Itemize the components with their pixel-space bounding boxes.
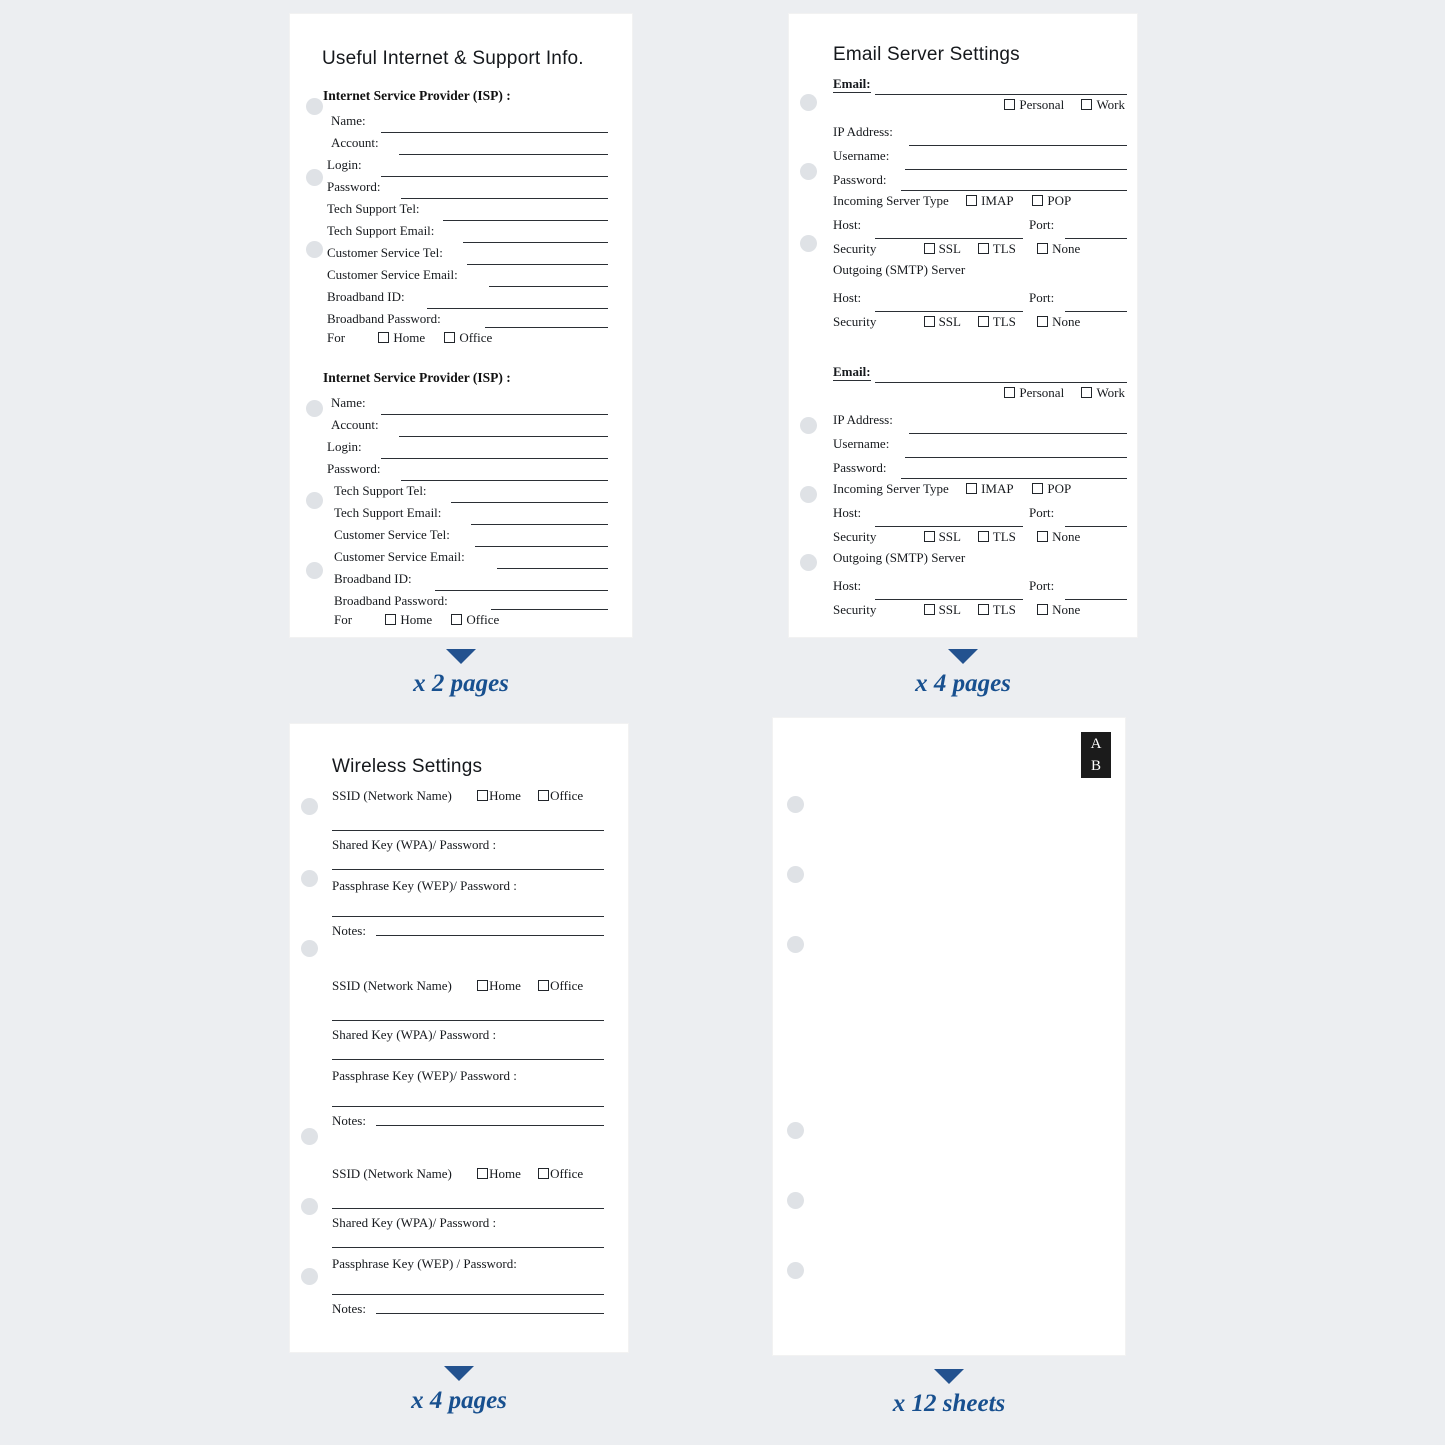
sheet-divider: [773, 718, 1125, 1355]
security-label: Security: [833, 314, 877, 329]
write-line[interactable]: [901, 190, 1127, 191]
punch-hole: [306, 492, 323, 509]
for-label: For: [334, 612, 353, 627]
checkbox-home[interactable]: [385, 614, 396, 625]
checkbox-label: TLS: [992, 529, 1016, 544]
write-line[interactable]: [909, 145, 1127, 146]
field-label: Tech Support Email:: [327, 223, 435, 238]
field-label: IP Address:: [833, 124, 893, 139]
wpa-label: Shared Key (WPA)/ Password :: [332, 837, 497, 852]
isp-section-2: [323, 370, 608, 632]
security-label: Security: [833, 529, 877, 544]
punch-hole: [800, 554, 817, 571]
write-line[interactable]: [909, 433, 1127, 434]
field-label: Tech Support Tel:: [327, 201, 420, 216]
checkbox-none[interactable]: [1037, 604, 1048, 615]
field-label: Name:: [331, 395, 366, 410]
checkbox-label: Home: [400, 612, 433, 627]
field-label: Login:: [327, 157, 362, 172]
field-label: Username:: [833, 148, 890, 163]
punch-hole: [306, 98, 323, 115]
caption-dividers: [773, 1369, 1125, 1418]
field-label: Host:: [833, 505, 862, 520]
field-label: Host:: [833, 578, 862, 593]
write-line[interactable]: [381, 176, 608, 177]
caption-isp: [290, 649, 632, 698]
field-label: Port:: [1029, 290, 1055, 305]
write-line[interactable]: [443, 220, 608, 221]
write-line[interactable]: [376, 935, 604, 936]
checkbox-label: None: [1052, 241, 1081, 256]
write-line[interactable]: [475, 546, 608, 547]
write-line[interactable]: [491, 609, 608, 610]
write-line[interactable]: [875, 94, 1127, 95]
checkbox-label: TLS: [992, 602, 1016, 617]
field-label: Broadband ID:: [334, 571, 412, 586]
write-line[interactable]: [905, 169, 1127, 170]
checkbox-tls[interactable]: [978, 316, 989, 327]
sheet-wireless: [290, 724, 628, 1352]
write-line[interactable]: [399, 154, 608, 155]
checkbox-work[interactable]: [1081, 387, 1092, 398]
checkbox-label: TLS: [992, 314, 1016, 329]
panel-isp: [290, 14, 632, 698]
checkbox-home[interactable]: [378, 332, 389, 343]
write-line[interactable]: [381, 458, 608, 459]
checkbox-label: TLS: [992, 241, 1016, 256]
write-line[interactable]: [1065, 526, 1127, 527]
page-title: Wireless Settings: [332, 756, 483, 777]
punch-hole: [787, 866, 804, 883]
write-line[interactable]: [376, 1313, 604, 1314]
checkbox-ssl[interactable]: [924, 604, 935, 615]
punch-hole: [800, 163, 817, 180]
punch-hole: [301, 870, 318, 887]
checkbox-label: POP: [1047, 193, 1072, 208]
caption-text: x 2 pages: [413, 670, 509, 697]
punch-hole: [301, 940, 318, 957]
tab-letter-b: B: [1090, 758, 1101, 774]
punch-hole: [306, 241, 323, 258]
field-label: Broadband Password:: [327, 311, 441, 326]
checkbox-label: Office: [466, 612, 500, 627]
checkbox-office[interactable]: [451, 614, 462, 625]
checkbox-label: Office: [550, 788, 584, 803]
outgoing-label: Outgoing (SMTP) Server: [833, 262, 966, 277]
write-line[interactable]: [381, 414, 608, 415]
checkbox-label: Personal: [1019, 97, 1065, 112]
write-line[interactable]: [376, 1125, 604, 1126]
panel-dividers: [773, 718, 1125, 1418]
caption-wireless: [290, 1366, 628, 1415]
write-line[interactable]: [1065, 599, 1127, 600]
punch-hole: [306, 169, 323, 186]
triangle-down-icon: [446, 649, 476, 664]
write-line[interactable]: [427, 308, 608, 309]
field-label: Username:: [833, 436, 890, 451]
checkbox-home[interactable]: [477, 980, 488, 991]
caption-text: x 4 pages: [411, 1387, 507, 1414]
checkbox-label: None: [1052, 602, 1081, 617]
checkbox-label: IMAP: [981, 481, 1014, 496]
field-label: Port:: [1029, 217, 1055, 232]
field-label: Password:: [833, 172, 887, 187]
checkbox-tls[interactable]: [978, 243, 989, 254]
write-line[interactable]: [875, 238, 1023, 239]
tab-letter-a: A: [1090, 736, 1102, 752]
page-title: Email Server Settings: [833, 44, 1020, 65]
write-line[interactable]: [1065, 238, 1127, 239]
field-label: Customer Service Tel:: [334, 527, 450, 542]
checkbox-label: Work: [1096, 385, 1125, 400]
caption-text: x 4 pages: [915, 670, 1011, 697]
panel-wireless: [290, 724, 628, 1415]
triangle-down-icon: [948, 649, 978, 664]
checkbox-personal[interactable]: [1004, 99, 1015, 110]
field-label: Customer Service Email:: [334, 549, 465, 564]
checkbox-home[interactable]: [477, 1168, 488, 1179]
checkbox-tls[interactable]: [978, 604, 989, 615]
notes-label: Notes:: [332, 1301, 366, 1316]
checkbox-tls[interactable]: [978, 531, 989, 542]
checkbox-pop[interactable]: [1032, 195, 1043, 206]
section-heading: Internet Service Provider (ISP) :: [323, 88, 511, 103]
punch-hole: [301, 798, 318, 815]
triangle-down-icon: [934, 1369, 964, 1384]
wpa-label: Shared Key (WPA)/ Password :: [332, 1027, 497, 1042]
sheet-isp: [290, 14, 632, 637]
checkbox-label: SSL: [938, 529, 961, 544]
field-label: Customer Service Tel:: [327, 245, 443, 260]
write-line[interactable]: [489, 286, 608, 287]
punch-hole: [800, 417, 817, 434]
caption-email: [789, 649, 1137, 698]
email-label: Email:: [833, 76, 871, 91]
field-label: Host:: [833, 217, 862, 232]
field-label: Port:: [1029, 505, 1055, 520]
checkbox-label: Office: [550, 1166, 584, 1181]
punch-hole: [787, 1122, 804, 1139]
incoming-label: Incoming Server Type: [833, 193, 949, 208]
checkbox-ssl[interactable]: [924, 316, 935, 327]
checkbox-ssl[interactable]: [924, 243, 935, 254]
punch-hole: [306, 400, 323, 417]
punch-hole: [800, 235, 817, 252]
checkbox-label: Home: [393, 330, 426, 345]
checkbox-office[interactable]: [444, 332, 455, 343]
write-line[interactable]: [875, 311, 1023, 312]
punch-hole: [306, 562, 323, 579]
ssid-label: SSID (Network Name): [332, 1166, 452, 1181]
checkbox-home[interactable]: [477, 790, 488, 801]
checkbox-label: Office: [459, 330, 493, 345]
incoming-label: Incoming Server Type: [833, 481, 949, 496]
write-line[interactable]: [497, 568, 608, 569]
panel-email: [789, 14, 1137, 698]
checkbox-label: Home: [489, 978, 521, 993]
ssid-label: SSID (Network Name): [332, 978, 452, 993]
write-line[interactable]: [1065, 311, 1127, 312]
field-label: Password:: [833, 460, 887, 475]
wep-label: Passphrase Key (WEP) / Password:: [332, 1256, 517, 1271]
write-line[interactable]: [401, 480, 608, 481]
checkbox-label: Work: [1096, 97, 1125, 112]
field-label: Password:: [327, 179, 381, 194]
write-line[interactable]: [399, 436, 608, 437]
field-label: Tech Support Email:: [334, 505, 442, 520]
checkbox-ssl[interactable]: [924, 531, 935, 542]
write-line[interactable]: [463, 242, 608, 243]
field-label: Broadband Password:: [334, 593, 448, 608]
security-label: Security: [833, 241, 877, 256]
wep-label: Passphrase Key (WEP)/ Password :: [332, 878, 517, 893]
checkbox-none[interactable]: [1037, 316, 1048, 327]
section-heading: Internet Service Provider (ISP) :: [323, 370, 511, 385]
sheet-email: [789, 14, 1137, 637]
field-label: Customer Service Email:: [327, 267, 458, 282]
notes-label: Notes:: [332, 923, 366, 938]
punch-hole: [301, 1128, 318, 1145]
field-label: Account:: [331, 135, 379, 150]
checkbox-office[interactable]: [538, 790, 549, 801]
write-line[interactable]: [901, 478, 1127, 479]
security-label: Security: [833, 602, 877, 617]
write-line[interactable]: [485, 327, 608, 328]
field-label: Tech Support Tel:: [334, 483, 427, 498]
write-line[interactable]: [471, 524, 608, 525]
checkbox-label: SSL: [938, 314, 961, 329]
checkbox-imap[interactable]: [966, 195, 977, 206]
triangle-down-icon: [444, 1366, 474, 1381]
checkbox-label: None: [1052, 314, 1081, 329]
caption-text: x 12 sheets: [892, 1390, 1006, 1417]
write-line[interactable]: [435, 590, 608, 591]
field-label: IP Address:: [833, 412, 893, 427]
field-label: Host:: [833, 290, 862, 305]
write-line[interactable]: [467, 264, 608, 265]
ssid-label: SSID (Network Name): [332, 788, 452, 803]
field-label: Broadband ID:: [327, 289, 405, 304]
punch-hole: [800, 94, 817, 111]
isp-section-1: [323, 88, 608, 350]
punch-hole: [787, 796, 804, 813]
checkbox-label: SSL: [938, 602, 961, 617]
email-block-1: [833, 76, 1127, 335]
checkbox-office[interactable]: [538, 1168, 549, 1179]
punch-hole: [301, 1198, 318, 1215]
field-label: Password:: [327, 461, 381, 476]
write-line[interactable]: [381, 132, 608, 133]
write-line[interactable]: [875, 526, 1023, 527]
checkbox-label: IMAP: [981, 193, 1014, 208]
checkbox-personal[interactable]: [1004, 387, 1015, 398]
checkbox-none[interactable]: [1037, 531, 1048, 542]
checkbox-label: POP: [1047, 481, 1072, 496]
write-line[interactable]: [875, 599, 1023, 600]
write-line[interactable]: [905, 457, 1127, 458]
write-line[interactable]: [401, 198, 608, 199]
punch-hole: [787, 936, 804, 953]
wireless-block-3: [332, 1166, 604, 1317]
punch-hole: [787, 1192, 804, 1209]
write-line[interactable]: [875, 382, 1127, 383]
checkbox-label: Office: [550, 978, 584, 993]
checkbox-imap[interactable]: [966, 483, 977, 494]
notes-label: Notes:: [332, 1113, 366, 1128]
page-title: Useful Internet & Support Info.: [322, 48, 584, 69]
punch-hole: [800, 486, 817, 503]
for-label: For: [327, 330, 346, 345]
field-label: Login:: [327, 439, 362, 454]
checkbox-label: SSL: [938, 241, 961, 256]
checkbox-work[interactable]: [1081, 99, 1092, 110]
checkbox-label: Home: [489, 1166, 521, 1181]
field-label: Name:: [331, 113, 366, 128]
email-label: Email:: [833, 364, 871, 379]
wep-label: Passphrase Key (WEP)/ Password :: [332, 1068, 517, 1083]
punch-hole: [787, 1262, 804, 1279]
field-label: Account:: [331, 417, 379, 432]
wireless-block-2: [332, 978, 604, 1129]
email-block-2: [833, 364, 1127, 623]
checkbox-label: Personal: [1019, 385, 1065, 400]
checkbox-label: Home: [489, 788, 521, 803]
wireless-block-1: [332, 788, 604, 939]
outgoing-label: Outgoing (SMTP) Server: [833, 550, 966, 565]
wpa-label: Shared Key (WPA)/ Password :: [332, 1215, 497, 1230]
punch-hole: [301, 1268, 318, 1285]
checkbox-label: None: [1052, 529, 1081, 544]
checkbox-none[interactable]: [1037, 243, 1048, 254]
field-label: Port:: [1029, 578, 1055, 593]
index-tab[interactable]: [1081, 732, 1111, 778]
write-line[interactable]: [451, 502, 608, 503]
checkbox-office[interactable]: [538, 980, 549, 991]
checkbox-pop[interactable]: [1032, 483, 1043, 494]
